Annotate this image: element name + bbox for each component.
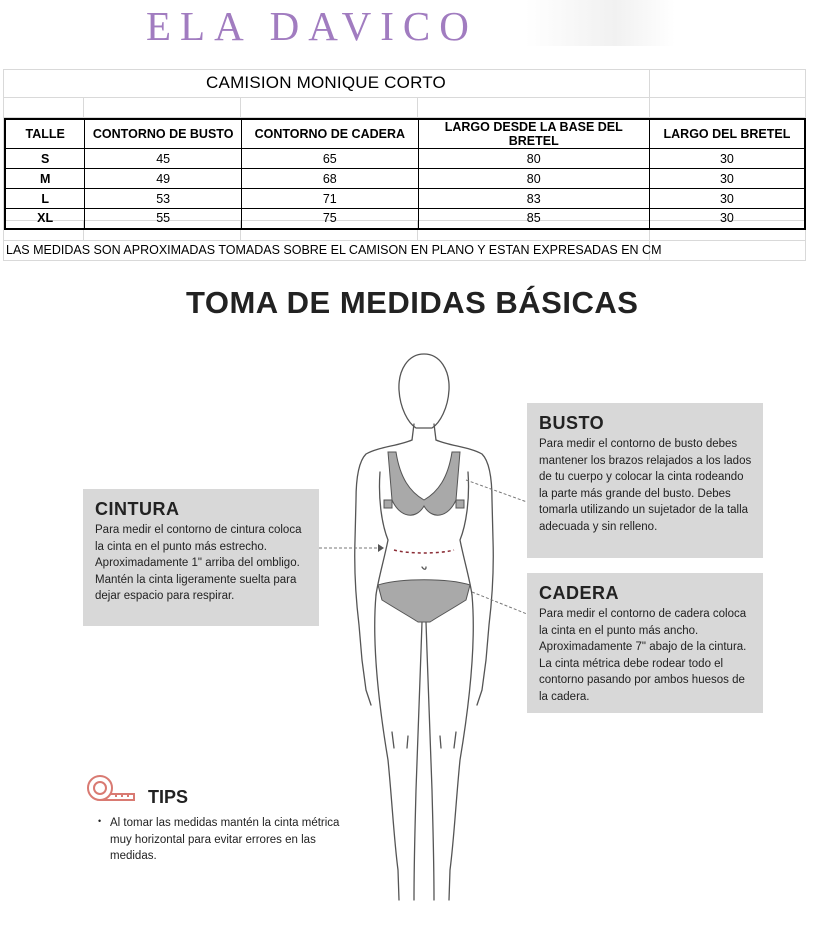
cintura-title: CINTURA [95, 499, 180, 519]
garment-bra [388, 452, 460, 515]
infographic-title: TOMA DE MEDIDAS BÁSICAS [186, 285, 639, 320]
header-contorno-cadera: CONTORNO DE CADERA [242, 119, 419, 149]
cintura-text: Para medir el contorno de cintura coloca la cinta en el punto más estrecho. Aproximadamente 1" arriba del ombligo. Mantén la cinta ligeramente suelta para dejar espacio para respirar. [95, 524, 302, 602]
cell-size: XL [5, 209, 85, 229]
cadera-text: Para medir el contorno de cadera coloca la cinta en el punto más ancho. Aproximadamente 7" abajo de la cintura. La cinta métrica debe rodear todo el contorno pasando por ambos huesos de la cadera. [539, 608, 747, 703]
header-talle: TALLE [5, 119, 85, 149]
cell-value: 75 [242, 209, 419, 229]
busto-box [527, 403, 763, 558]
cadera-box [527, 573, 763, 713]
cell-value: 80 [418, 169, 649, 189]
cell-value: 30 [649, 189, 805, 209]
cell-value: 83 [418, 189, 649, 209]
product-title: CAMISION MONIQUE CORTO [206, 73, 446, 92]
brand-logo: ELA DAVICO [146, 3, 478, 49]
header-largo-bretel: LARGO DEL BRETEL [649, 119, 805, 149]
cell-value: 30 [649, 149, 805, 169]
header-contorno-busto: CONTORNO DE BUSTO [85, 119, 242, 149]
tips-bullet: • [98, 816, 102, 826]
tips-item: Al tomar las medidas mantén la cinta métrica muy horizontal para evitar errores en las medidas. [110, 817, 340, 862]
cell-size: L [5, 189, 85, 209]
cadera-title: CADERA [539, 583, 620, 603]
tips-title: TIPS [148, 787, 189, 807]
header-largo-base-bretel: LARGO DESDE LA BASE DEL BRETEL [418, 119, 649, 149]
cell-value: 68 [242, 169, 419, 189]
cell-value: 53 [85, 189, 242, 209]
cell-size: S [5, 149, 85, 169]
cell-value: 45 [85, 149, 242, 169]
cell-value: 80 [418, 149, 649, 169]
waist-tape [394, 550, 454, 553]
measurement-note: LAS MEDIDAS SON APROXIMADAS TOMADAS SOBRE EL CAMISON EN PLANO Y ESTAN EXPRESADAS EN CM [6, 243, 662, 257]
measuring-tape-icon [86, 772, 138, 806]
cell-value: 49 [85, 169, 242, 189]
cell-size: M [5, 169, 85, 189]
busto-title: BUSTO [539, 413, 605, 433]
busto-text: Para medir el contorno de busto debes mantener los brazos relajados a los lados de tu cuerpo y colocar la cinta rodeando la parte más grande del busto. Debes tomarla utilizando un sujetador de la talla adecuada y sin relleno. [539, 438, 752, 533]
cintura-box [83, 489, 319, 626]
cell-value: 65 [242, 149, 419, 169]
cell-value: 71 [242, 189, 419, 209]
cell-value: 55 [85, 209, 242, 229]
cell-value: 30 [649, 209, 805, 229]
cell-value: 85 [418, 209, 649, 229]
garment-panty [378, 580, 470, 622]
cell-value: 30 [649, 169, 805, 189]
